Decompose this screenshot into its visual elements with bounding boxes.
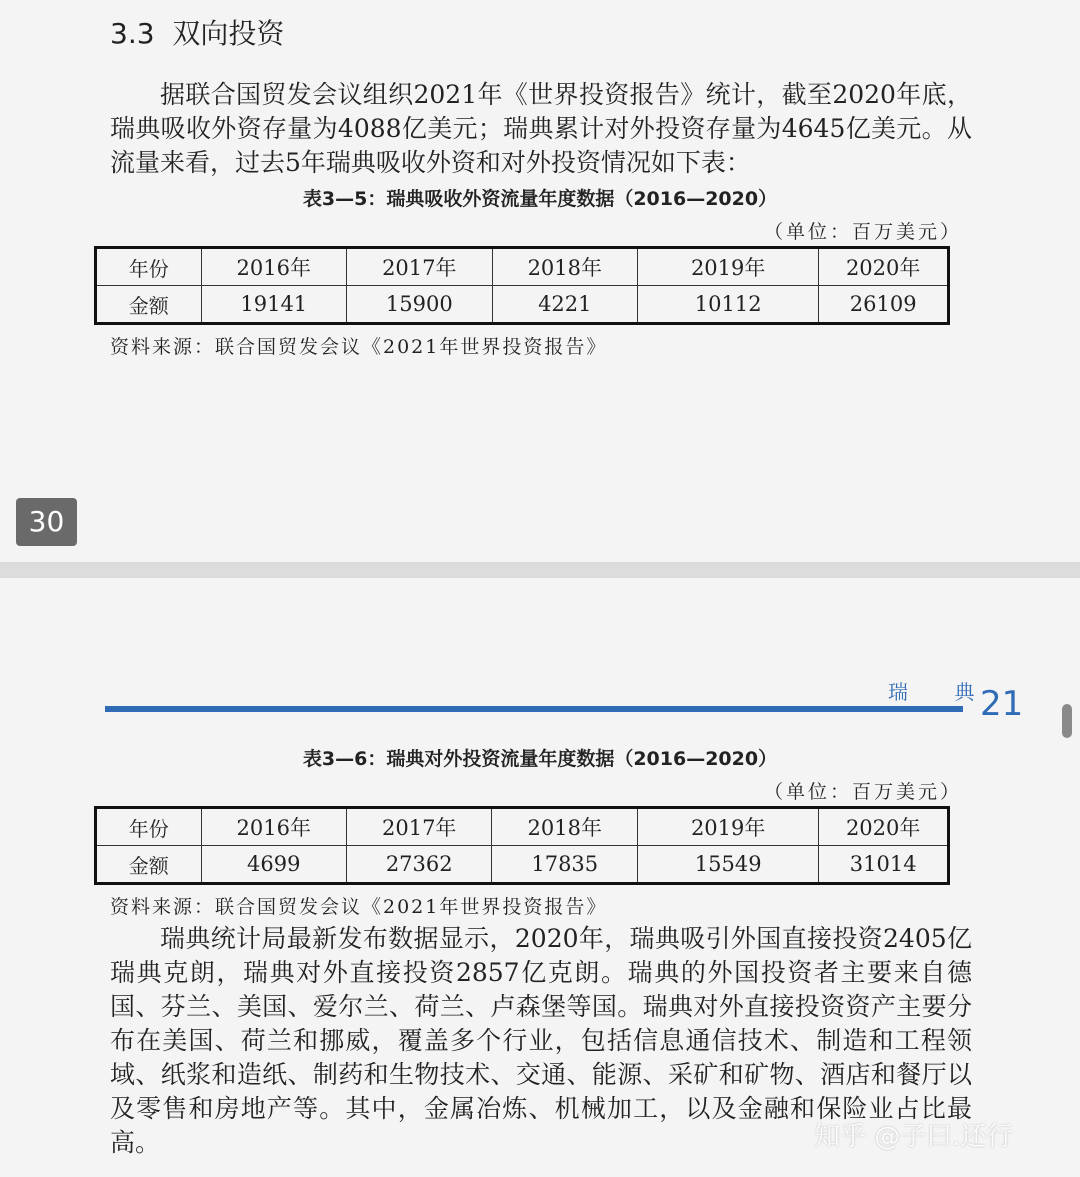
table-row-label: 金额 [96, 286, 202, 324]
table-header-cell: 2016年 [201, 808, 346, 846]
table-value-cell: 15549 [638, 846, 819, 884]
table-3-5 [94, 246, 950, 325]
table-header-cell: 2018年 [492, 248, 637, 286]
table-value-cell: 27362 [346, 846, 492, 884]
table-3-5-unit: （单位：百万美元） [763, 221, 962, 243]
table-value-cell: 10112 [638, 286, 819, 324]
table-value-cell: 19141 [201, 286, 347, 324]
table-3-6 [94, 806, 950, 885]
running-header-page-number: 21 [980, 684, 1024, 724]
section-title: 双向投资 [172, 17, 285, 50]
running-header-country: 瑞 典 [888, 680, 995, 704]
table-header-cell: 2016年 [201, 248, 347, 286]
table-header-cell: 2020年 [819, 248, 949, 286]
table-header-cell: 2019年 [638, 808, 819, 846]
table-header-cell: 年份 [96, 808, 202, 846]
running-header-rule [105, 706, 963, 712]
page-divider [0, 562, 1080, 578]
table-3-6-source: 资料来源：联合国贸发会议《2021年世界投资报告》 [110, 896, 608, 918]
table-header-cell: 2019年 [638, 248, 819, 286]
table-header-cell: 年份 [96, 248, 202, 286]
table-value-cell: 4221 [492, 286, 637, 324]
table-header-cell: 2020年 [819, 808, 949, 846]
table-3-6-header-row [96, 808, 949, 846]
page-number-badge: 30 [16, 498, 77, 546]
table-3-6-value-row [96, 846, 949, 884]
table-header-cell: 2017年 [346, 808, 492, 846]
table-3-5-header-row [96, 248, 949, 286]
section-heading [110, 12, 284, 52]
scrollbar-thumb[interactable] [1062, 704, 1072, 738]
table-value-cell: 31014 [819, 846, 949, 884]
upper-page [0, 0, 1080, 562]
table-3-5-caption: 表3—5：瑞典吸收外资流量年度数据（2016—2020） [302, 188, 778, 210]
table-3-6-unit: （单位：百万美元） [763, 781, 962, 803]
table-header-cell: 2018年 [492, 808, 638, 846]
table-value-cell: 26109 [819, 286, 949, 324]
table-row-label: 金额 [96, 846, 202, 884]
intro-paragraph: 据联合国贸发会议组织2021年《世界投资报告》统计，截至2020年底，瑞典吸收外资存量为4088亿美元；瑞典累计对外投资存量为4645亿美元。从流量来看，过去5年瑞典吸收外资和对外投资情况如下表： [110, 80, 972, 177]
watermark: 知乎 @子曰.还行 [814, 1122, 1013, 1152]
table-3-5-source: 资料来源：联合国贸发会议《2021年世界投资报告》 [110, 336, 608, 358]
table-value-cell: 17835 [492, 846, 638, 884]
table-3-6-caption: 表3—6：瑞典对外投资流量年度数据（2016—2020） [302, 748, 778, 770]
table-3-5-value-row [96, 286, 949, 324]
table-value-cell: 4699 [201, 846, 346, 884]
table-value-cell: 15900 [347, 286, 493, 324]
section-number: 3.3 [110, 17, 155, 50]
closing-paragraph: 瑞典统计局最新发布数据显示，2020年，瑞典吸引外国直接投资2405亿瑞典克朗，瑞典对外直接投资2857亿克朗。瑞典的外国投资者主要来自德国、芬兰、美国、爱尔兰、荷兰、卢森堡等国。瑞典对外直接投资资产主要分布在美国、荷兰和挪威，覆盖多个行业，包括信息通信技术、制造和工程领域、纸浆和造纸、制药和生物技术、交通、能源、采矿和矿物、酒店和餐厅以及零售和房地产等。其中，金属冶炼、机械加工，以及金融和保险业占比最高。 [110, 924, 972, 1157]
table-header-cell: 2017年 [347, 248, 493, 286]
